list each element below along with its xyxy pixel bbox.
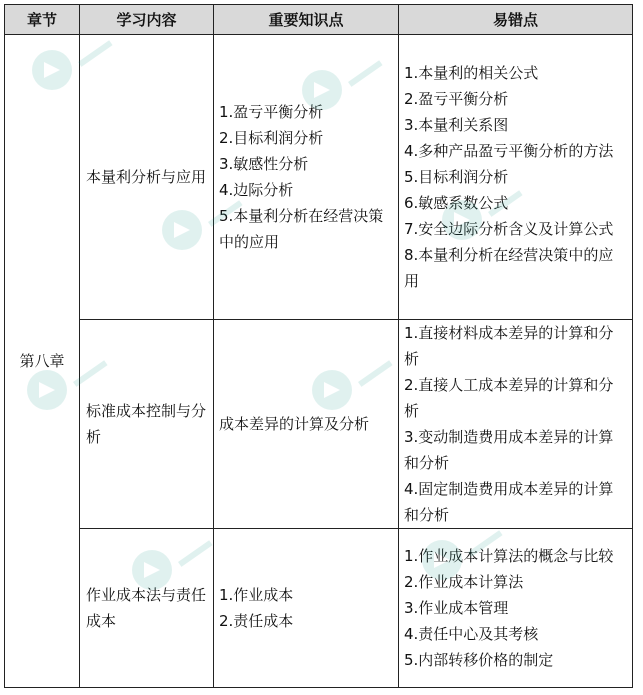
error-point: 1.直接材料成本差异的计算和分析	[404, 324, 614, 368]
table-row	[5, 35, 633, 320]
key-points-cell	[214, 529, 399, 688]
key-point: 4.边际分析	[219, 181, 294, 199]
table-row	[5, 529, 633, 688]
header-content: 学习内容	[80, 5, 214, 35]
page	[4, 4, 633, 688]
content-cell: 本量利分析与应用	[80, 35, 214, 320]
key-point: 成本差异的计算及分析	[219, 415, 370, 433]
error-point: 3.作业成本管理	[404, 599, 509, 617]
error-point: 4.固定制造费用成本差异的计算和分析	[404, 480, 614, 524]
error-point: 2.作业成本计算法	[404, 573, 524, 591]
error-point: 1.作业成本计算法的概念与比较	[404, 547, 614, 565]
header-key-points: 重要知识点	[214, 5, 399, 35]
key-points-cell	[214, 35, 399, 320]
error-point: 5.目标利润分析	[404, 168, 509, 186]
error-point: 7.安全边际分析含义及计算公式	[404, 220, 614, 238]
error-point: 6.敏感系数公式	[404, 194, 509, 212]
key-points-cell	[214, 320, 399, 529]
header-chapter: 章节	[5, 5, 80, 35]
error-point: 3.本量利关系图	[404, 116, 509, 134]
error-point: 4.多种产品盈亏平衡分析的方法	[404, 142, 614, 160]
key-point: 1.盈亏平衡分析	[219, 103, 324, 121]
content-cell: 标准成本控制与分析	[80, 320, 214, 529]
table-row	[5, 320, 633, 529]
key-point: 2.目标利润分析	[219, 129, 324, 147]
error-point: 5.内部转移价格的制定	[404, 651, 554, 669]
error-point: 4.责任中心及其考核	[404, 625, 539, 643]
chapter-cell: 第八章	[5, 35, 80, 688]
key-point: 2.责任成本	[219, 612, 294, 630]
error-point: 1.本量利的相关公式	[404, 64, 539, 82]
error-points-cell	[399, 35, 633, 320]
error-point: 3.变动制造费用成本差异的计算和分析	[404, 428, 614, 472]
error-points-cell	[399, 529, 633, 688]
header-row	[5, 5, 633, 35]
knowledge-table	[4, 4, 633, 688]
error-point: 2.盈亏平衡分析	[404, 90, 509, 108]
error-points-cell	[399, 320, 633, 529]
key-point: 3.敏感性分析	[219, 155, 309, 173]
error-point: 2.直接人工成本差异的计算和分析	[404, 376, 614, 420]
content-cell: 作业成本法与责任成本	[80, 529, 214, 688]
key-point: 1.作业成本	[219, 586, 294, 604]
key-point: 5.本量利分析在经营决策中的应用	[219, 207, 384, 251]
error-point: 8.本量利分析在经营决策中的应用	[404, 246, 614, 290]
header-error-points: 易错点	[399, 5, 633, 35]
